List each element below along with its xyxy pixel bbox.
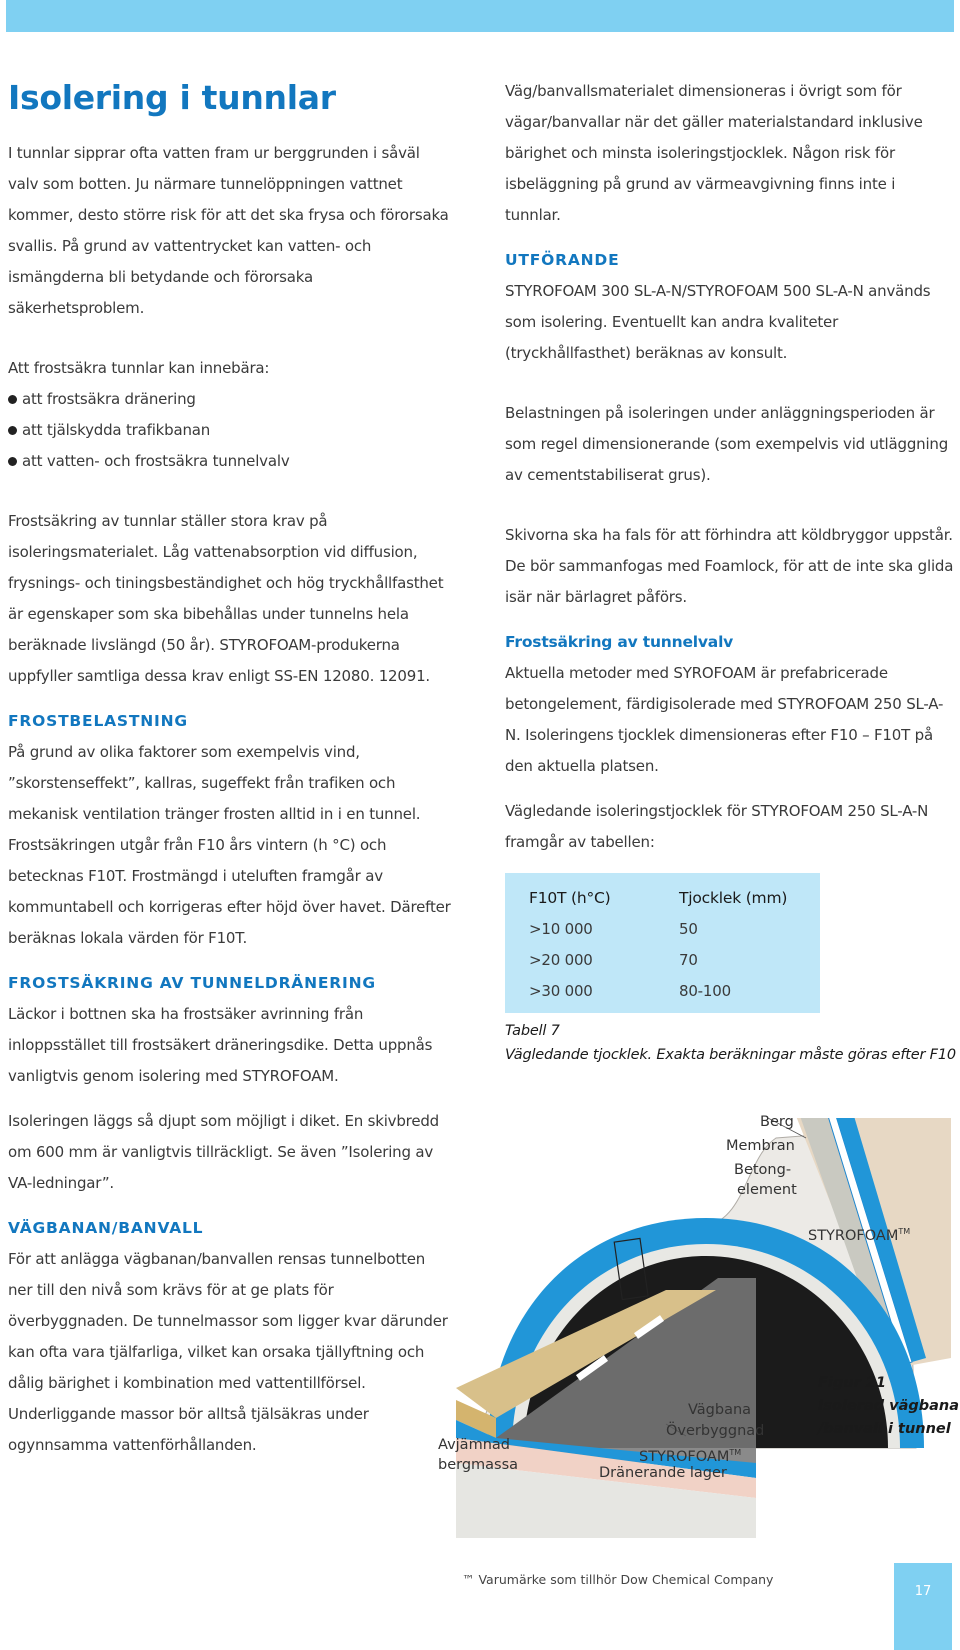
list-item: att tjälskydda trafikbanan [8, 415, 452, 446]
label-berg: Berg [760, 1114, 794, 1130]
tunnelvalv-paragraph: Aktuella metoder med SYROFOAM är prefabricerade betongelement, färdigisolerade med STYROFOAM 250 SL-A-N. Isoleringens tjocklek dimensioneras efter F10 – F10T på den aktuella platsen. [505, 664, 944, 775]
table-row [529, 945, 800, 976]
vagbana-paragraph: För att anlägga vägbanan/banvallen rensas tunnelbotten ner till den nivå som krävs för at ge plats för överbyggnaden. De tunnelmassor som ligger kvar därunder kan ofta vara tjälfarliga, vilket kan orsaka tjällyftning och dålig bärighet i kombination med vattentillförsel. Underliggande massor bör alltså tjälsäkras under ogynnsamma vattenförhållanden. [8, 1250, 448, 1454]
skivorna-paragraph: Skivorna ska ha fals för att förhindra att köldbryggor uppstår. De bör sammanfogas med Foamlock, för att de inte ska glida isär när bärlagret påförs. [505, 526, 954, 606]
frost-measures-list [8, 384, 452, 477]
table-header: F10T (h°C) [529, 889, 611, 907]
table-caption [505, 1019, 955, 1067]
label-styrofoam-bottom: STYROFOAM™ [639, 1448, 742, 1465]
top-color-band [6, 0, 954, 32]
heading-tunnelvalv: Frostsäkring av tunnelvalv [505, 633, 734, 651]
heading-tunneldranering: FROSTSÄKRING AV TUNNELDRÄNERING [8, 974, 376, 992]
list-item: att frostsäkra dränering [8, 384, 452, 415]
list-lead: Att frostsäkra tunnlar kan innebära: [8, 359, 270, 377]
table-row [529, 976, 800, 1007]
table-row [529, 914, 800, 945]
figure-caption-line: Isolerad vägbana [818, 1398, 960, 1414]
requirements-paragraph: Frostsäkring av tunnlar ställer stora krav på isoleringsmaterialet. Låg vattenabsorption vid diffusion, frysnings- och tiningsbeständighet och hög tryckhållfasthet är egenskaper som ska bibehållas under tunnelns hela beräknade livslängd (50 år). STYROFOAM-produkerna uppfyller samtliga dessa krav enligt SS-EN 12080. 12091. [8, 512, 444, 685]
table-caption-number: Tabell 7 [505, 1023, 560, 1039]
tunnel-figure [438, 1114, 956, 1558]
trademark-footnote: ™ Varumärke som tillhör Dow Chemical Company [462, 1572, 774, 1587]
table-header-row [529, 883, 800, 914]
heading-utforande: UTFÖRANDE [505, 251, 620, 269]
table-cell: >10 000 [529, 920, 593, 938]
label-membran: Membran [726, 1138, 795, 1154]
label-overbyggnad: Överbyggnad [666, 1423, 765, 1439]
label-betong-2: element [737, 1182, 797, 1198]
dranering-paragraph: Läckor i bottnen ska ha frostsäker avrinning från inloppsstället till frostsäkert dräneringsdike. Detta uppnås vanligtvis genom isolering med STYROFOAM. [8, 1005, 433, 1085]
tunnel-illustration [456, 1118, 956, 1558]
dike-paragraph: Isoleringen läggs så djupt som möjligt i diket. En skivbredd om 600 mm är vanligtvis tillräckligt. Se även ”Isolering av VA-ledningar”. [8, 1112, 439, 1192]
left-column [8, 72, 452, 1461]
belastning-paragraph: Belastningen på isoleringen under anläggningsperioden är som regel dimensionerande (som exempelvis vid utläggning av cementstabiliserat grus). [505, 404, 949, 484]
table-cell: 80-100 [679, 982, 731, 1000]
figure-caption-number: Figur 21 [818, 1375, 886, 1391]
label-avjamnad-2: bergmassa [438, 1457, 519, 1473]
dimensioning-paragraph: Väg/banvallsmaterialet dimensioneras i övrigt som för vägar/banvallar när det gäller materialstandard inklusive bärighet och minsta isoleringstjocklek. Någon risk för isbeläggning på grund av värmeavgivning finns inte i tunnlar. [505, 82, 923, 224]
figure-caption [818, 1372, 959, 1441]
thickness-table [505, 873, 820, 1013]
label-avjamnad-1: Avjämnad [438, 1437, 510, 1453]
right-column [505, 76, 955, 1067]
heading-frostbelastning: FROSTBELASTNING [8, 712, 188, 730]
label-vagbana: Vägbana [688, 1402, 752, 1418]
table-header: Tjocklek (mm) [679, 889, 788, 907]
figure-caption-line: /banvall i tunnel [818, 1421, 951, 1437]
intro-paragraph: I tunnlar sipprar ofta vatten fram ur berggrunden i såväl valv som botten. Ju närmare tunnelöppningen vattnet kommer, desto större risk för att det ska frysa och förorsaka svallis. På grund av vattentrycket kan vatten- och ismängderna bli betydande och förorsaka säkerhetsproblem. [8, 144, 449, 317]
table-intro: Vägledande isoleringstjocklek för STYROFOAM 250 SL-A-N framgår av tabellen: [505, 802, 929, 851]
page-number: 17 [894, 1563, 952, 1650]
list-item: att vatten- och frostsäkra tunnelvalv [8, 446, 452, 477]
utforande-paragraph: STYROFOAM 300 SL-A-N/STYROFOAM 500 SL-A-N används som isolering. Eventuellt kan andra kvaliteter (tryckhållfasthet) beräknas av konsult. [505, 282, 931, 362]
page-title: Isolering i tunnlar [8, 78, 336, 117]
label-styrofoam-top: STYROFOAM™ [808, 1227, 911, 1244]
table-cell: >20 000 [529, 951, 593, 969]
label-betong-1: Betong- [734, 1162, 792, 1178]
frostbelastning-paragraph: På grund av olika faktorer som exempelvis vind, ”skorstenseffekt”, kallras, sugeffekt från trafiken och mekanisk ventilation tränger frosten alltid in i en tunnel. Frostsäkringen utgår från F10 års vintern (h °C) och betecknas F10T. Frostmängd i uteluften framgår av kommuntabell och korrigeras efter höjd över havet. Därefter beräknas lokala värden för F10T. [8, 743, 451, 947]
table-caption-text: Vägledande tjocklek. Exakta beräkningar måste göras efter F10 [505, 1047, 956, 1063]
table-cell: 50 [679, 920, 698, 938]
heading-vagbana: VÄGBANAN/BANVALL [8, 1219, 204, 1237]
label-dranerande: Dränerande lager [599, 1465, 727, 1481]
table-cell: >30 000 [529, 982, 593, 1000]
table-cell: 70 [679, 951, 698, 969]
